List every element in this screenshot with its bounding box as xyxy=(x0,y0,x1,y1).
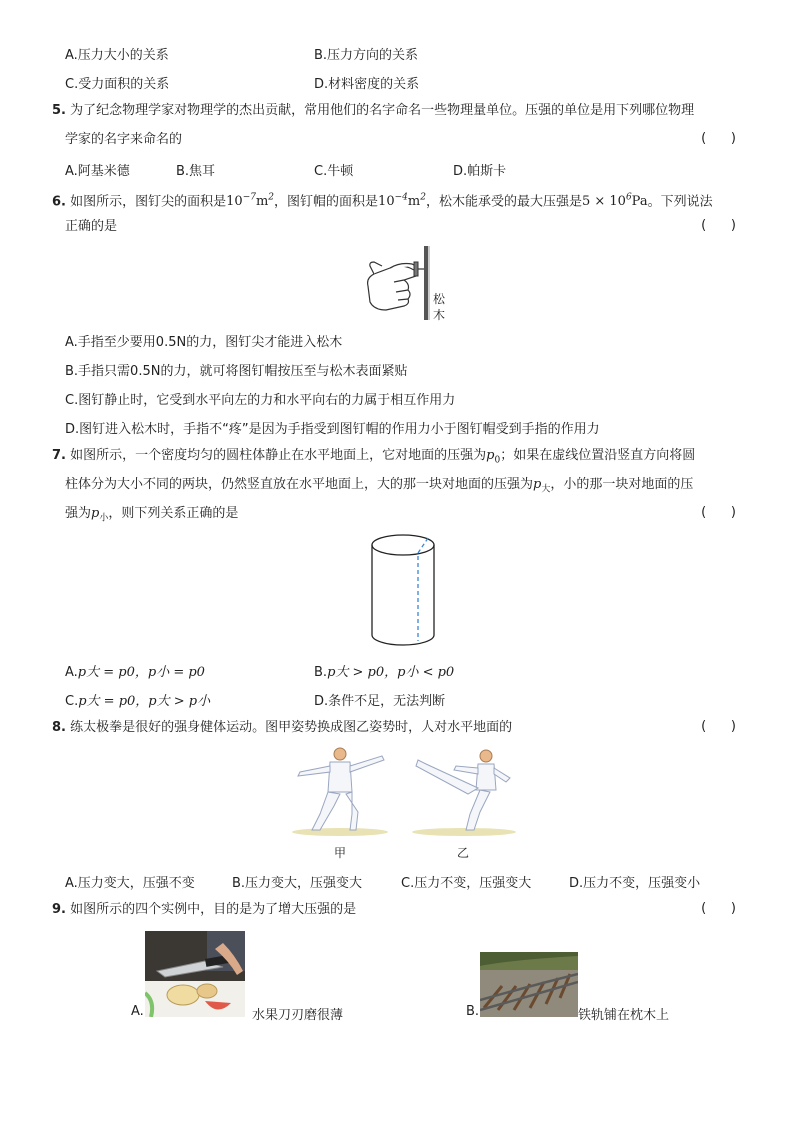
q7-stem-line-2 xyxy=(65,476,693,499)
q6-max-pressure: $5 \times 10^6Pa$ xyxy=(581,193,648,210)
q6-option-d: D.图钉进入松木时，手指不“疼”是因为手指受到图钉帽的作用力小于图钉帽受到手指的作用力 xyxy=(65,422,600,437)
q6-answer-paren: ( ) xyxy=(701,218,736,233)
ground-shadow xyxy=(412,828,516,836)
q7-p-big: $p_大$ xyxy=(533,477,551,495)
q7-p0: $p_0$ xyxy=(486,448,501,466)
q8-stem: 练太极拳是很好的强身健体运动。图甲姿势换成图乙姿势时，人对水平地面的 xyxy=(70,720,513,735)
q9-option-a-letter: A. xyxy=(131,1004,144,1019)
q5-option-c: C.牛顿 xyxy=(314,164,354,179)
q7-stem-3b: ，则下列关系正确的是 xyxy=(108,506,239,521)
q7-stem-1b: ；如果在虚线位置沿竖直方向将圆 xyxy=(500,448,696,463)
pine-wood-board xyxy=(424,246,428,320)
q7-stem-2a: 柱体分为大小不同的两块，仍然竖直放在水平地面上，大的那一块对地面的压强为 xyxy=(65,477,534,492)
q6-stem-1d: 。下列说法 xyxy=(647,194,713,210)
q4-option-d: D.材料密度的关系 xyxy=(314,77,420,92)
q5-stem-line-1 xyxy=(52,102,694,120)
q6-option-b: B.手指只需0.5N的力，就可将图钉帽按压至与松木表面紧贴 xyxy=(65,364,408,379)
q7-answer-paren: ( ) xyxy=(701,505,736,520)
q7-option-b: B.p大 > p0，p小 < p0 xyxy=(314,665,455,680)
q7-option-c: C.p大 = p0，p大 > p小 xyxy=(65,694,211,709)
q7-option-a: A.p大 = p0，p小 = p0 xyxy=(65,665,205,680)
q7-p-small: $p_小$ xyxy=(91,506,109,524)
q9-option-a-text: 水果刀刃磨很薄 xyxy=(252,1008,344,1023)
q5-number: 5. xyxy=(52,103,66,118)
q5-option-d: D.帕斯卡 xyxy=(453,164,507,179)
q7-stem-line-3 xyxy=(65,505,238,528)
q9-option-b-letter: B. xyxy=(466,1004,480,1019)
q8-option-b: B.压力变大，压强变大 xyxy=(232,876,363,891)
q4-option-b: B.压力方向的关系 xyxy=(314,48,419,63)
q4-option-a: A.压力大小的关系 xyxy=(65,48,169,63)
ground-shadow xyxy=(292,828,388,836)
q8-answer-paren: ( ) xyxy=(701,719,736,734)
q6-option-c: C.图钉静止时，它受到水平向左的力和水平向右的力属于相互作用力 xyxy=(65,393,456,408)
q6-number: 6. xyxy=(52,194,66,210)
q6-stem-1c: ，松木能承受的最大压强是 xyxy=(425,194,582,210)
q5-option-b: B.焦耳 xyxy=(176,164,216,179)
q8-option-a: A.压力变大，压强不变 xyxy=(65,876,195,891)
hand-illustration xyxy=(368,262,417,310)
q7-number: 7. xyxy=(52,448,66,463)
q6-option-a: A.手指至少要用0.5N的力，图钉尖才能进入松木 xyxy=(65,335,343,350)
q6-fig-label-1: 松 xyxy=(433,292,446,306)
q8-option-d: D.压力不变，压强变小 xyxy=(569,876,701,891)
cylinder-bottom xyxy=(372,635,434,645)
q5-stem-2: 学家的名字来命名的 xyxy=(65,132,183,147)
q8-caption-yi: 乙 xyxy=(457,846,470,860)
q5-option-a: A.阿基米德 xyxy=(65,164,130,179)
q8-figure-yi xyxy=(406,744,516,838)
q8-option-c: C.压力不变，压强变大 xyxy=(401,876,532,891)
q6-cap-area: $10^{-4}m^2$ xyxy=(378,193,426,210)
q9-knife-photo xyxy=(145,931,245,1017)
q5-answer-paren: ( ) xyxy=(701,131,736,146)
q9-stem: 如图所示的四个实例中，目的是为了增大压强的是 xyxy=(70,902,357,917)
q5-stem-1: 为了纪念物理学家对物理学的杰出贡献，常用他们的名字命名一些物理量单位。压强的单位是用下列哪位物理 xyxy=(70,103,695,118)
q7-stem-2b: ，小的那一块对地面的压 xyxy=(550,477,694,492)
q6-stem-line-1 xyxy=(52,189,713,211)
q7-option-d: D.条件不足，无法判断 xyxy=(314,694,446,709)
q7-cylinder-figure xyxy=(368,533,438,649)
cylinder-top xyxy=(372,535,434,555)
q9-railway-photo xyxy=(480,952,578,1017)
q7-stem-1a: 如图所示，一个密度均匀的圆柱体静止在水平地面上，它对地面的压强为 xyxy=(70,448,487,463)
q6-stem-1a: 如图所示，图钉尖的面积是 xyxy=(70,194,227,210)
q9-stem-line xyxy=(52,901,356,919)
q8-stem-line xyxy=(52,719,512,737)
q7-stem-3a: 强为 xyxy=(65,506,92,521)
q6-tip-area: $10^{-7}m^2$ xyxy=(226,193,275,210)
q8-figure-jia xyxy=(290,744,390,838)
q9-option-b-text: 铁轨铺在枕木上 xyxy=(578,1008,670,1023)
q8-caption-jia: 甲 xyxy=(334,846,347,860)
q8-number: 8. xyxy=(52,720,66,735)
q6-stem-2: 正确的是 xyxy=(65,219,118,234)
q6-stem-1b: ，图钉帽的面积是 xyxy=(274,194,379,210)
q7-stem-line-1 xyxy=(52,447,695,470)
q9-number: 9. xyxy=(52,902,66,917)
q6-fig-label-2: 木 xyxy=(433,308,446,322)
q4-option-c: C.受力面积的关系 xyxy=(65,77,170,92)
thumbtack xyxy=(414,262,424,276)
q9-answer-paren: ( ) xyxy=(701,901,736,916)
